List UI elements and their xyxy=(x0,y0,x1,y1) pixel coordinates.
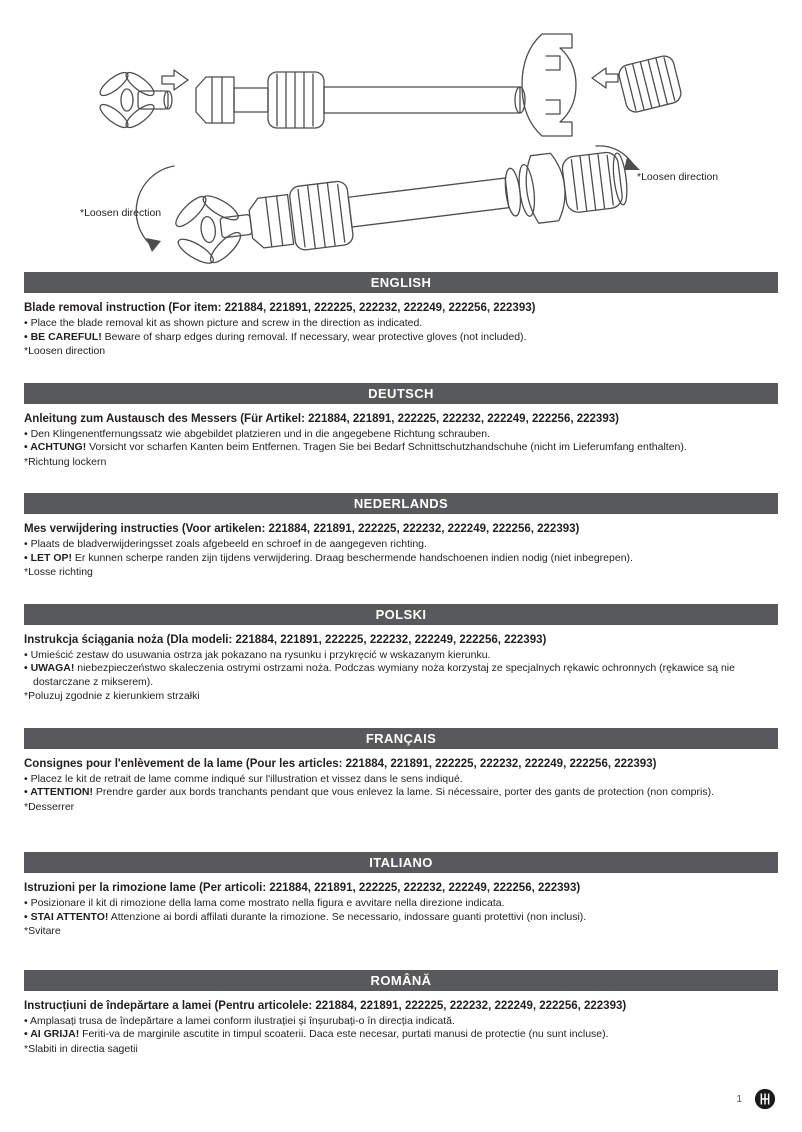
language-header-polski: POLSKI xyxy=(24,604,778,625)
insert-arrow-left-icon xyxy=(592,68,618,88)
section-deutsch xyxy=(24,383,778,470)
footnote: *Svitare xyxy=(24,925,61,937)
knurled-knob xyxy=(561,150,629,213)
section-title: Instrucțiuni de îndepărtare a lamei (Pentru articolele: 221884, 221891, 222225, 222232, 222249, 222256, 222393) xyxy=(24,999,627,1012)
section-title: Mes verwijdering instructies (Voor artikelen: 221884, 221891, 222225, 222232, 222249, 222256, 222393) xyxy=(24,523,580,535)
language-header-italiano: ITALIANO xyxy=(24,852,778,873)
section-title: Blade removal instruction (For item: 221884, 221891, 222225, 222232, 222249, 222256, 222393) xyxy=(24,302,536,314)
shaft-collar xyxy=(248,195,294,250)
bullet-line xyxy=(24,1028,778,1042)
bullet-warning-rest: Beware of sharp edges during removal. If necessary, wear protective gloves (not included). xyxy=(101,330,527,343)
bullet-line: • Umieścić zestaw do usuwania ostrza jak pokazano na rysunku i przykręcić w wskazanym kierunku. xyxy=(24,648,491,661)
language-header-romana: ROMÂNĂ xyxy=(24,970,778,991)
blade-icon xyxy=(97,69,157,131)
page-footer xyxy=(736,1088,776,1110)
language-header-francais: FRANÇAIS xyxy=(24,728,778,749)
bullet-line xyxy=(24,331,778,345)
ribbed-nut xyxy=(289,180,354,251)
loosen-direction-label-left: *Loosen direction xyxy=(80,207,162,219)
bullet-warning: • LET OP! xyxy=(24,551,73,564)
removal-tool-engaged xyxy=(523,152,569,224)
section-italiano xyxy=(24,852,778,939)
footnote: *Losse richting xyxy=(24,566,93,578)
insert-arrow-right-icon xyxy=(162,70,188,90)
bullet-warning: • ATTENTION! xyxy=(24,786,93,798)
bullet-line: • Placez le kit de retrait de lame comme indiqué sur l'illustration et vissez dans le sens indiqué. xyxy=(24,772,463,785)
language-header-english: ENGLISH xyxy=(24,272,778,293)
bullet-warning: • ACHTUNG! xyxy=(24,441,87,453)
bullet-warning: • UWAGA! xyxy=(24,662,75,674)
knurled-knob xyxy=(617,54,683,114)
section-nederlands xyxy=(24,493,778,580)
top-assembly xyxy=(97,34,683,136)
footnote: *Poluzuj zgodnie z kierunkiem strzałki xyxy=(24,690,200,702)
bullet-line xyxy=(24,662,778,689)
bullet-line xyxy=(24,786,778,800)
bullet-warning: • BE CAREFUL! xyxy=(24,330,102,343)
section-romana xyxy=(24,970,778,1057)
language-header-nederlands: NEDERLANDS xyxy=(24,493,778,514)
bullet-warning-rest: Er kunnen scherpe randen zijn tijdens verwijdering. Draag beschermende handschoenen indien nodig (niet inbegrepen). xyxy=(72,551,633,564)
bullet-warning-rest: niebezpieczeństwo skaleczenia ostrymi ostrzami noża. Podczas wymiany noża korzystaj ze specjalnych rękawic ochronnych (rękawice są nie dostarczane z mikserem). xyxy=(33,662,735,688)
bullet-line: • Amplasați trusa de îndepărtare a lamei conform ilustrației și înșurubați-o în direcția indicată. xyxy=(24,1014,455,1027)
bullet-line xyxy=(24,441,778,455)
adapter-piece xyxy=(220,214,252,238)
shaft-tube xyxy=(324,87,525,113)
section-title: Istruzioni per la rimozione lame (Per articoli: 221884, 221891, 222225, 222232, 222249, 222256, 222393) xyxy=(24,882,581,894)
shaft-collar xyxy=(196,77,234,123)
ribbed-nut xyxy=(268,72,324,128)
section-polski xyxy=(24,604,778,704)
language-header-deutsch: DEUTSCH xyxy=(24,383,778,404)
blade-removal-diagram xyxy=(0,0,802,272)
section-title: Instrukcja ściągania noża (Dla modeli: 221884, 221891, 222225, 222232, 222249, 222256, 222393) xyxy=(24,633,547,646)
section-title: Consignes pour l'enlèvement de la lame (Pour les articles: 221884, 221891, 222225, 222232, 222249, 222256, 222393) xyxy=(24,757,657,770)
loosen-direction-label-right: *Loosen direction xyxy=(637,171,719,183)
page-number: 1 xyxy=(736,1093,742,1105)
diagram-area xyxy=(0,0,802,272)
bullet-warning: • STAI ATTENTO! xyxy=(24,910,109,923)
bullet-line: • Den Klingenentfernungssatz wie abgebildet platzieren und in die angegebene Richtung schrauben. xyxy=(24,427,491,440)
footnote: *Richtung lockern xyxy=(24,455,107,468)
hendi-logo-icon xyxy=(754,1088,776,1110)
blade-icon xyxy=(169,188,248,272)
bullet-warning-rest: Feriti-va de marginile ascutite in timpul scoaterii. Daca este necesar, purtati manusi de protectie (nu sunt incluse). xyxy=(79,1028,609,1040)
section-francais xyxy=(24,728,778,815)
bottom-assembly xyxy=(169,141,631,272)
bullet-line: • Place the blade removal kit as shown picture and screw in the direction as indicated. xyxy=(24,317,423,329)
footnote: *Slabiti in directia sagetii xyxy=(24,1042,138,1055)
bullet-line xyxy=(24,911,778,925)
bullet-line xyxy=(24,552,778,566)
shaft-tube xyxy=(348,178,508,227)
sections-content xyxy=(0,272,802,1056)
bullet-warning-rest: Prendre garder aux bords tranchants pendant que vous enlevez la lame. Si nécessaire, porter des gants de protection (non compris). xyxy=(93,786,715,798)
shaft-neck xyxy=(234,88,268,112)
bullet-warning-rest: Vorsicht vor scharfen Kanten beim Entfernen. Tragen Sie bei Bedarf Schnittschutzhandschuhe (nicht im Lieferumfang enthalten). xyxy=(86,441,687,453)
section-english xyxy=(24,272,778,359)
bullet-line: • Plaats de bladverwijderingsset zoals afgebeeld en schroef in de aangegeven richting. xyxy=(24,538,427,550)
bullet-warning-rest: Attenzione ai bordi affilati durante la rimozione. Se necessario, indossare guanti protettivi (non inclusi). xyxy=(108,910,587,923)
bullet-warning: • AI GRIJA! xyxy=(24,1028,80,1040)
bullet-line: • Posizionare il kit di rimozione della lama come mostrato nella figura e avvitare nella direzione indicata. xyxy=(24,897,505,909)
footnote: *Loosen direction xyxy=(24,345,106,357)
section-title: Anleitung zum Austausch des Messers (Für Artikel: 221884, 221891, 222225, 222232, 222249, 222256, 222393) xyxy=(24,412,619,425)
removal-tool xyxy=(522,34,576,136)
footnote: *Desserrer xyxy=(24,800,75,813)
